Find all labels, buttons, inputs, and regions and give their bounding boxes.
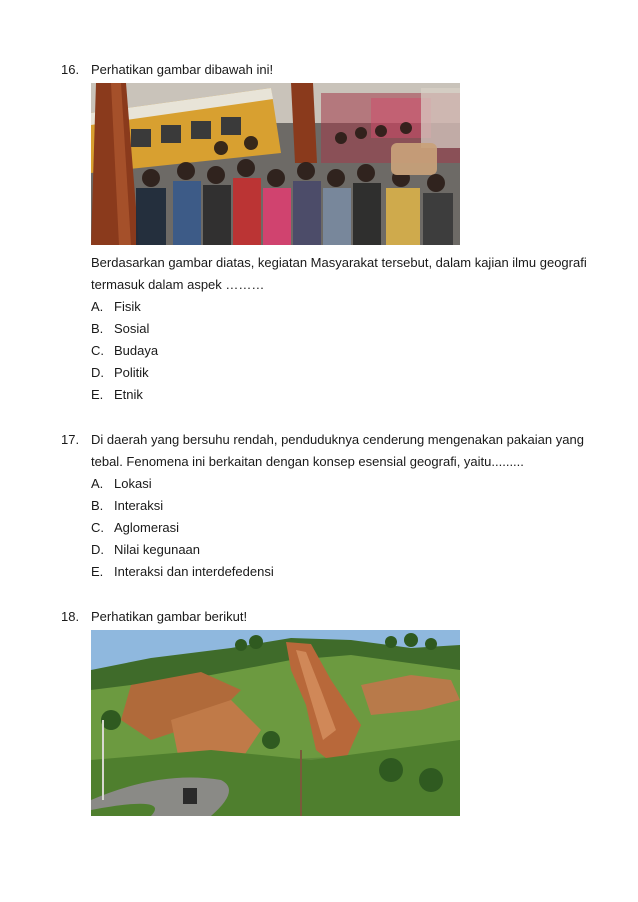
question-16-prompt: Perhatikan gambar dibawah ini! xyxy=(91,62,274,77)
option-letter: A. xyxy=(91,299,104,314)
question-16-option-d[interactable] xyxy=(91,365,149,380)
option-letter: C. xyxy=(91,520,104,535)
question-17-number: 17. xyxy=(61,432,80,447)
question-17-text-line-1: Di daerah yang bersuhu rendah, penduduknya cenderung mengenakan pakaian yang xyxy=(91,432,584,447)
question-16-option-a[interactable] xyxy=(91,299,141,314)
question-16-text-line-2: termasuk dalam aspek ……… xyxy=(91,277,265,292)
question-16-number: 16. xyxy=(61,62,80,77)
option-text: Politik xyxy=(114,365,149,380)
question-16-option-c[interactable] xyxy=(91,343,158,358)
question-16-text-line-1: Berdasarkan gambar diatas, kegiatan Masyarakat tersebut, dalam kajian ilmu geografi xyxy=(91,255,587,270)
option-text: Fisik xyxy=(114,299,141,314)
question-17-text-line-2: tebal. Fenomena ini berkaitan dengan konsep esensial geografi, yaitu......... xyxy=(91,454,524,469)
option-text: Interaksi dan interdefedensi xyxy=(114,564,274,579)
option-letter: C. xyxy=(91,343,104,358)
option-text: Interaksi xyxy=(114,498,164,513)
question-18-prompt: Perhatikan gambar berikut! xyxy=(91,609,248,624)
question-18-number: 18. xyxy=(61,609,80,624)
option-text: Budaya xyxy=(114,343,159,358)
option-text: Sosial xyxy=(114,321,150,336)
question-17-option-d[interactable] xyxy=(91,542,200,557)
question-16-option-e[interactable] xyxy=(91,387,143,402)
question-17-option-b[interactable] xyxy=(91,498,163,513)
question-16-option-b[interactable] xyxy=(91,321,149,336)
question-17-option-a[interactable] xyxy=(91,476,152,491)
option-letter: E. xyxy=(91,387,104,402)
option-text: Aglomerasi xyxy=(114,520,180,535)
option-letter: E. xyxy=(91,564,104,579)
question-17-option-e[interactable] xyxy=(91,564,274,579)
question-17-option-c[interactable] xyxy=(91,520,179,535)
option-letter: B. xyxy=(91,321,104,336)
option-text: Lokasi xyxy=(114,476,152,491)
option-text: Nilai kegunaan xyxy=(114,542,201,557)
option-text: Etnik xyxy=(114,387,143,402)
option-letter: D. xyxy=(91,365,104,380)
option-letter: B. xyxy=(91,498,104,513)
option-letter: D. xyxy=(91,542,104,557)
option-letter: A. xyxy=(91,476,104,491)
landslide-hillside-photo xyxy=(91,630,460,816)
crowd-train-station-photo xyxy=(91,83,460,245)
